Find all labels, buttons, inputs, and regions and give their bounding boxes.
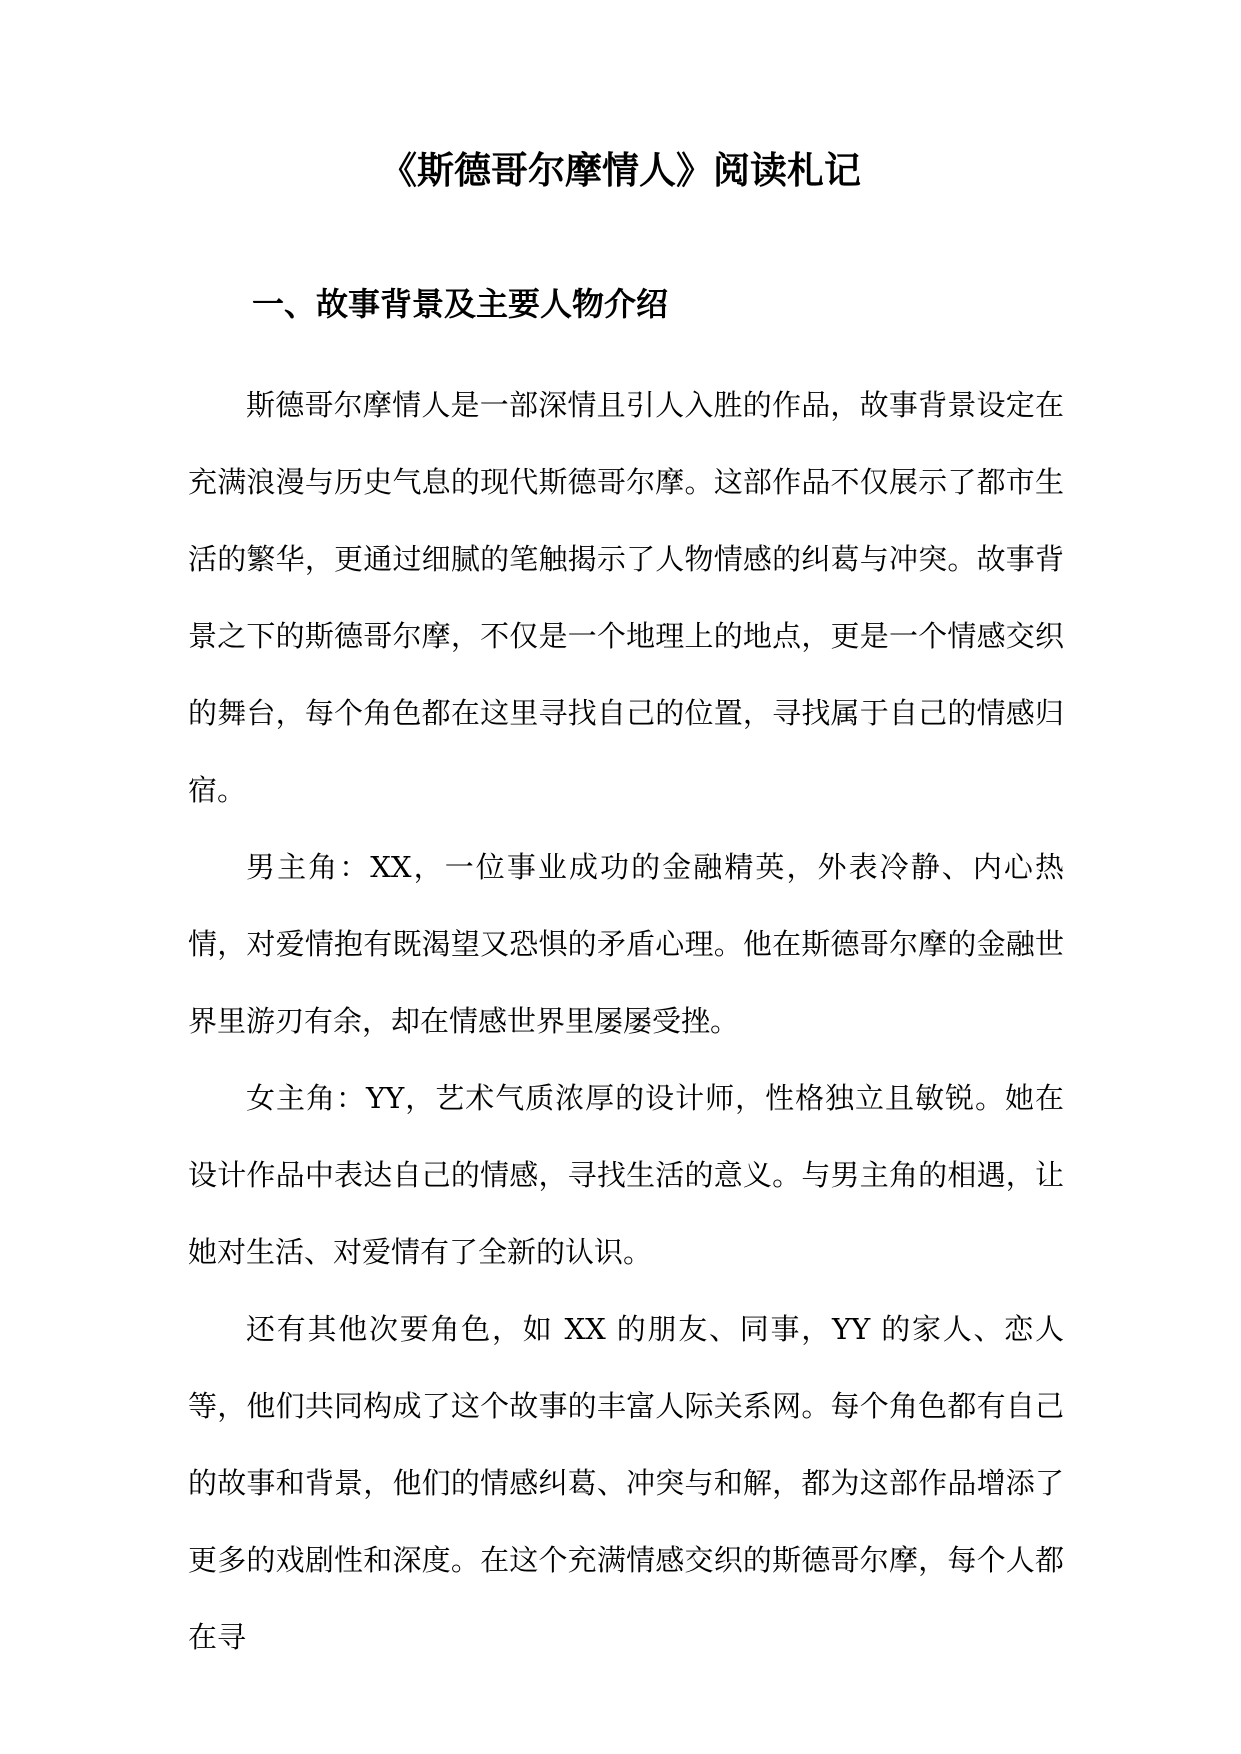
section-heading: 一、故事背景及主要人物介绍 [252,285,669,323]
paragraph-background: 斯德哥尔摩情人是一部深情且引人入胜的作品，故事背景设定在充满浪漫与历史气息的现代斯德哥尔摩。这部作品不仅展示了都市生活的繁华，更通过细腻的笔触揭示了人物情感的纠葛与冲突。故事背景之下的斯德哥尔摩，不仅是一个地理上的地点，更是一个情感交织的舞台，每个角色都在这里寻找自己的位置，寻找属于自己的情感归宿。 [188,388,1064,807]
paragraph-supporting-roles: 还有其他次要角色，如 XX 的朋友、同事，YY 的家人、恋人等，他们共同构成了这个故事的丰富人际关系网。每个角色都有自己的故事和背景，他们的情感纠葛、冲突与和解，都为这部作品增添了更多的戏剧性和深度。在这个充满情感交织的斯德哥尔摩，每个人都在寻 [188,1312,1064,1654]
paragraph-male-lead: 男主角：XX，一位事业成功的金融精英，外表冷静、内心热情，对爱情抱有既渴望又恐惧的矛盾心理。他在斯德哥尔摩的金融世界里游刃有余，却在情感世界里屡屡受挫。 [188,850,1064,1038]
paragraph-female-lead: 女主角：YY，艺术气质浓厚的设计师，性格独立且敏锐。她在设计作品中表达自己的情感，寻找生活的意义。与男主角的相遇，让她对生活、对爱情有了全新的认识。 [188,1081,1064,1269]
body-text [188,367,1064,1676]
document-title: 《斯德哥尔摩情人》阅读札记 [380,149,861,192]
